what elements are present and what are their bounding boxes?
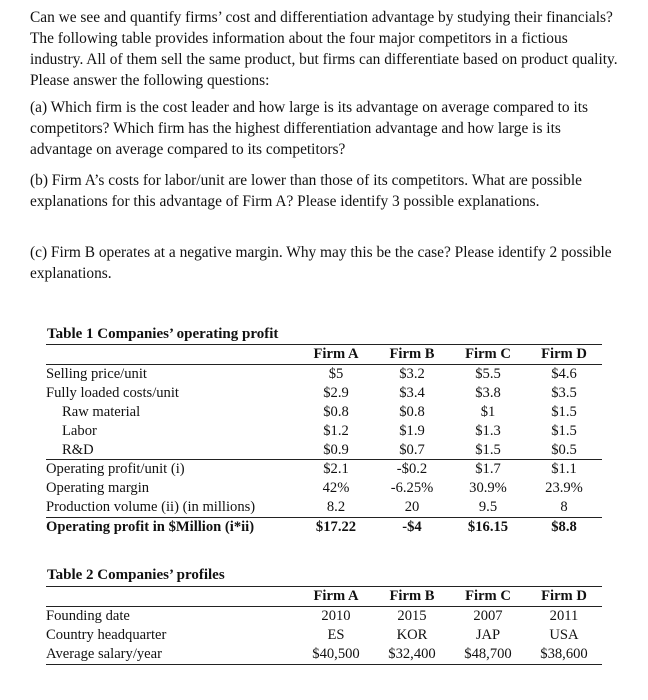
cell-value: $3.2 [399, 365, 425, 382]
table-row [46, 403, 602, 422]
cell-value: $2.1 [323, 461, 349, 478]
cell-value: 2011 [549, 608, 579, 624]
cell-value: $40,500 [298, 645, 374, 664]
table-row [46, 422, 602, 441]
cell-value: $1.7 [475, 461, 501, 478]
table2-title: Table 2 Companies’ profiles [47, 567, 225, 583]
table-row [46, 460, 602, 479]
cell-value: 30.9% [469, 480, 507, 497]
table1-header-firm-d: Firm D [526, 345, 602, 365]
cell-value: 2010 [321, 608, 351, 624]
cell-value: -6.25% [390, 480, 434, 497]
cell-value: $0.8 [323, 403, 349, 420]
cell-value: $0.8 [399, 403, 425, 420]
cell-value: 8.2 [298, 498, 374, 517]
cell-value: 23.9% [545, 480, 583, 497]
cell-value: $0.9 [298, 441, 374, 460]
cell-value: $1.5 [450, 441, 526, 460]
cell-value: 8 [526, 498, 602, 517]
cell-value: -$0.2 [396, 461, 428, 478]
cell-value: $0.7 [374, 441, 450, 460]
cell-value: $17.22 [315, 519, 357, 536]
cell-value: $5.5 [475, 365, 501, 382]
table2-header-blank [46, 587, 298, 607]
table-row [46, 364, 602, 383]
table1-header-blank [46, 345, 298, 365]
row-label: Production volume (ii) (in millions) [46, 498, 298, 517]
question-b: (b) Firm A’s costs for labor/unit are lower than those of its competitors. What are possible explanations for this advantage of Firm A? Please identify 3 possible explanations. [30, 172, 582, 210]
cell-value: 2007 [473, 608, 503, 624]
cell-value: USA [549, 626, 579, 643]
cell-value: $1.3 [475, 422, 501, 439]
table1-title: Table 1 Companies’ operating profit [47, 326, 279, 342]
cell-value: $3.4 [399, 384, 425, 401]
cell-value: $32,400 [374, 645, 450, 664]
row-label: Labor [62, 422, 97, 439]
company-profiles-table [46, 586, 602, 665]
table-row [46, 607, 602, 626]
table1-header-firm-b: Firm B [374, 345, 450, 365]
table1-header-firm-c: Firm C [450, 345, 526, 365]
cell-value: $1 [480, 403, 496, 420]
table1-header-firm-a: Firm A [298, 345, 374, 365]
cell-value: $16.15 [467, 519, 509, 536]
question-a: (a) Which firm is the cost leader and how large is its advantage on average compared to its competitors? Which firm has the highest differentiation advantage and how large is its advantage on average compared to its competitors? [30, 99, 589, 158]
cell-value: $1.9 [399, 422, 425, 439]
cell-value: KOR [396, 626, 428, 643]
row-label: Operating profit in $Million (i*ii) [46, 519, 255, 536]
operating-profit-table [46, 344, 602, 537]
cell-value: $0.5 [526, 441, 602, 460]
row-label: R&D [46, 441, 298, 460]
row-label: Country headquarter [46, 626, 167, 643]
table-row [46, 384, 602, 403]
question-c: (c) Firm B operates at a negative margin. Why may this be the case? Please identify 2 possible explanations. [30, 244, 612, 282]
table-row [46, 626, 602, 645]
table2-header-firm-c: Firm C [450, 587, 526, 607]
cell-value: $1.2 [323, 422, 349, 439]
table1-header-row [46, 345, 602, 365]
cell-value: $3.5 [551, 384, 577, 401]
cell-value: $1.5 [551, 403, 577, 420]
table2-header-firm-a: Firm A [298, 587, 374, 607]
cell-value: JAP [475, 626, 501, 643]
cell-value: $3.8 [475, 384, 501, 401]
row-label: Raw material [62, 403, 141, 420]
row-label: Operating margin [46, 480, 150, 497]
cell-value: $38,600 [526, 645, 602, 664]
cell-value: $1.5 [551, 422, 577, 439]
cell-value: -$4 [402, 519, 422, 536]
table2-header-firm-d: Firm D [526, 587, 602, 607]
row-label: Fully loaded costs/unit [46, 384, 179, 401]
cell-value: 42% [322, 480, 350, 497]
cell-value: ES [327, 626, 345, 643]
table-row [46, 479, 602, 498]
table-row-total [46, 518, 602, 537]
intro-paragraph: Can we see and quantify firms’ cost and differentiation advantage by studying their financials? The following table provides information about the four major competitors in a fictious industry. All of them sell the same product, but firms can differentiate based on product quality. Please answer the following questions: [30, 9, 618, 89]
cell-value: $4.6 [551, 365, 577, 382]
cell-value: $1.1 [551, 461, 577, 478]
table-row [46, 645, 602, 664]
cell-value: $5 [328, 365, 344, 382]
row-label: Founding date [46, 608, 130, 624]
table-row [46, 498, 602, 517]
cell-value: 2015 [397, 608, 427, 624]
table2-header-firm-b: Firm B [374, 587, 450, 607]
cell-value: 20 [374, 498, 450, 517]
row-label: Operating profit/unit (i) [46, 461, 185, 478]
cell-value: $8.8 [551, 519, 577, 536]
cell-value: $48,700 [450, 645, 526, 664]
row-label: Selling price/unit [46, 365, 147, 382]
table-row [46, 441, 602, 460]
cell-value: $2.9 [323, 384, 349, 401]
row-label: Average salary/year [46, 645, 298, 664]
table2-header-row [46, 587, 602, 607]
cell-value: 9.5 [450, 498, 526, 517]
